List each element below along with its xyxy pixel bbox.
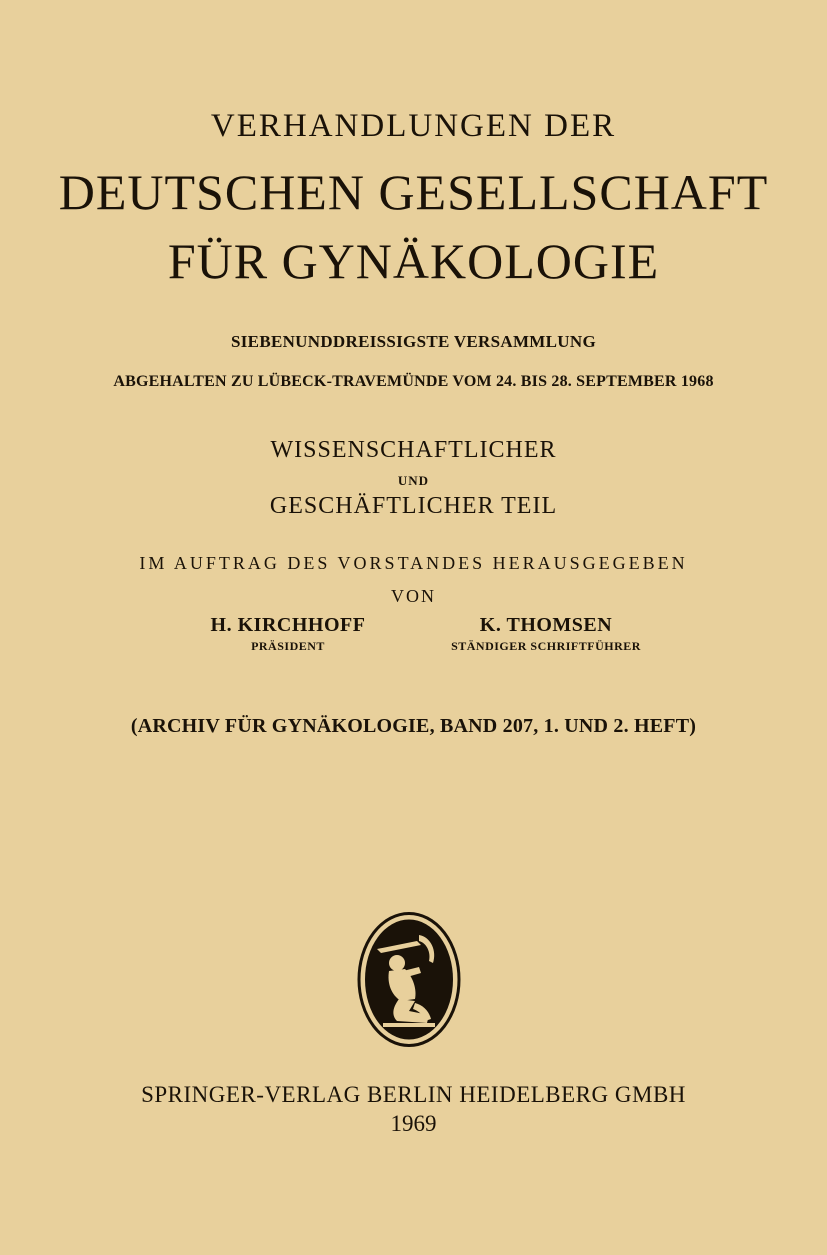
publication-year: 1969 — [390, 1111, 437, 1136]
title-line-3: FÜR GYNÄKOLOGIE — [167, 233, 660, 289]
editor-name: K. THOMSEN — [479, 614, 613, 636]
part-line-2: UND — [397, 473, 430, 488]
springer-knight-logo-icon — [357, 911, 461, 1048]
edited-by: IM AUFTRAG DES VORSTANDES HERAUSGEGEBEN — [139, 553, 688, 573]
editor-role: PRÄSIDENT — [251, 639, 325, 653]
title-line-2: DEUTSCHEN GESELLSCHAFT — [58, 164, 769, 220]
title-line-1: VERHANDLUNGEN DER — [210, 108, 617, 144]
editor-name: H. KIRCHHOFF — [210, 614, 366, 636]
editor-thomsen — [440, 614, 652, 654]
series-info: (ARCHIV FÜR GYNÄKOLOGIE, BAND 207, 1. UND 2. HEFT) — [130, 715, 697, 737]
editor-role: STÄNDIGER SCHRIFTFÜHRER — [451, 639, 641, 653]
editor-kirchhoff — [198, 614, 378, 654]
part-line-1: WISSENSCHAFTLICHER — [270, 437, 557, 463]
edited-von: VON — [391, 586, 436, 606]
publisher: SPRINGER-VERLAG BERLIN HEIDELBERG GMBH — [141, 1082, 686, 1107]
meeting-name: SIEBENUNDDREISSIGSTE VERSAMMLUNG — [231, 332, 596, 351]
part-line-3: GESCHÄFTLICHER TEIL — [269, 493, 558, 519]
meeting-held: ABGEHALTEN ZU LÜBECK-TRAVEMÜNDE VOM 24. BIS 28. SEPTEMBER 1968 — [113, 373, 714, 390]
